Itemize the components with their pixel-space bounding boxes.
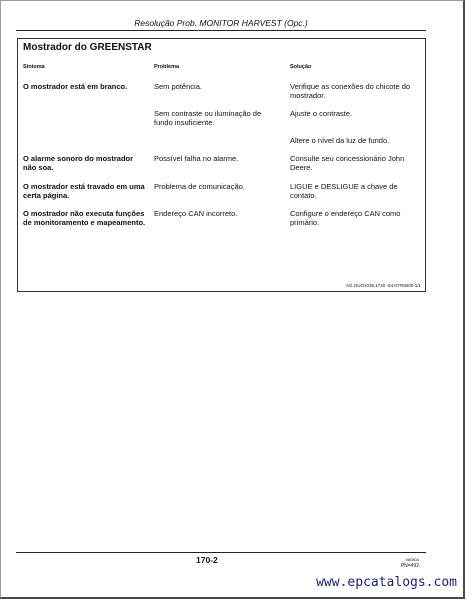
solution-cell: Ajuste o contraste. xyxy=(290,109,353,118)
page-number: 170-2 xyxy=(196,555,218,565)
problem-cell: Sem contraste ou iluminação de fundo insuficiente. xyxy=(154,109,262,127)
date-code: 060804 xyxy=(405,557,419,562)
site-watermark: www.epcatalogs.com xyxy=(316,575,457,590)
solution-cell: LIGUE e DESLIGUE a chave de contato. xyxy=(290,182,398,200)
solution-cell: Configure o endereço CAN como primário. xyxy=(290,209,401,227)
solution-cell: Consulte seu concessionário John Deere. xyxy=(290,154,405,172)
header-divider xyxy=(16,30,426,31)
solution-cell: Altere o nível da luz de fundo. xyxy=(290,136,390,145)
column-header-problem: Problema xyxy=(154,64,180,70)
problem-cell: Problema de comunicação. xyxy=(154,182,245,191)
symptom-cell: O mostrador está em branco. xyxy=(23,82,128,91)
symptom-cell: O mostrador está travado em uma certa página. xyxy=(23,182,145,200)
solution-cell: Verifique as conexões do chicote do mostrador. xyxy=(290,82,411,100)
pn-code: PN=492 xyxy=(400,563,419,569)
column-header-symptom: Sintoma xyxy=(23,64,45,70)
problem-cell: Possível falha no alarme. xyxy=(154,154,239,163)
column-header-solution: Solução xyxy=(290,64,312,70)
footer-divider xyxy=(16,552,426,553)
symptom-cell: O alarme sonoro do mostrador não soa. xyxy=(23,154,134,172)
problem-cell: Endereço CAN incorreto. xyxy=(154,209,238,218)
table-title: Mostrador do GREENSTAR xyxy=(23,42,152,53)
reference-code: AG,OUO1035,1740 -54-07FEB00-1/1 xyxy=(345,283,421,288)
problem-cell: Sem potência. xyxy=(154,82,202,91)
section-header-title: Resolução Prob. MONITOR HARVEST (Opc.) xyxy=(134,18,308,28)
troubleshooting-table xyxy=(17,38,426,292)
symptom-cell: O mostrador não executa funções de monitoramento e mapeamento. xyxy=(23,209,146,227)
